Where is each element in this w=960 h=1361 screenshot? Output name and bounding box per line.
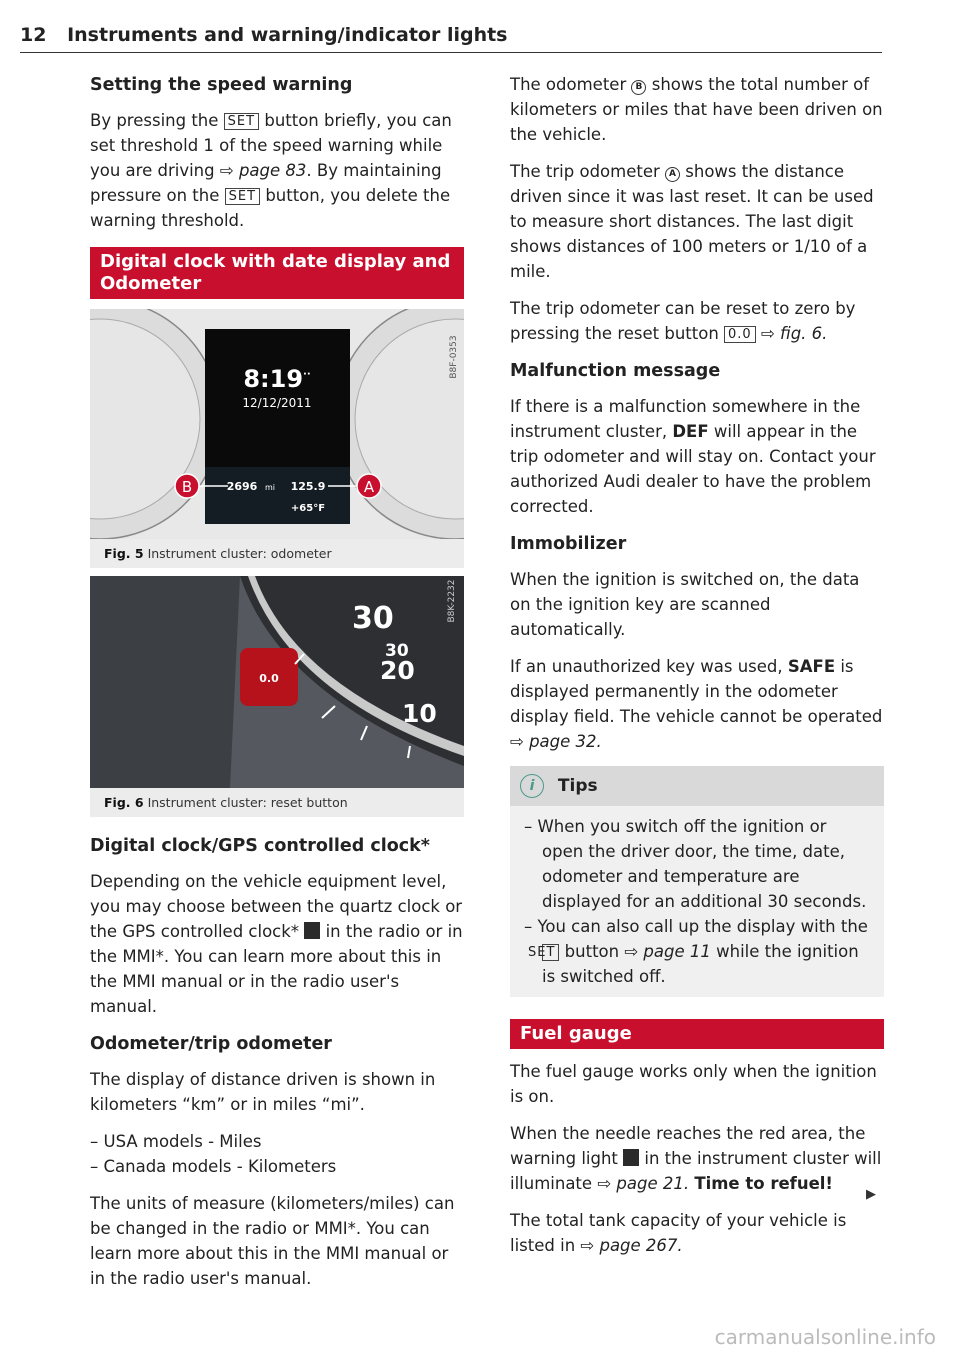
clock-date: 12/12/2011	[242, 396, 312, 410]
odometer-text: The display of distance driven is shown in kilometers “km” or in miles “mi”.	[90, 1070, 436, 1114]
immobilizer-title: Immobilizer	[510, 534, 627, 554]
reset-paragraph	[510, 296, 884, 346]
units-text: The units of measure (kilometers/miles) can be changed in the radio or MMI*. You can learn more about this in the MMI manual or in the radio user's manual.	[90, 1194, 455, 1288]
figure-code: B8K-2232	[447, 579, 457, 623]
tips-list	[510, 806, 884, 989]
text: The trip odometer	[510, 162, 660, 181]
gps-clock-icon	[304, 922, 320, 939]
figure-5	[90, 309, 464, 568]
fuel-warning-icon	[623, 1149, 639, 1166]
text: is displayed permanently in the odometer display field. The vehicle cannot be operated	[510, 657, 883, 726]
odometer-unit: mi	[264, 483, 276, 492]
text: The trip odometer can be reset to zero by pressing the reset button	[510, 299, 856, 343]
clock-suffix: ··	[303, 369, 311, 380]
speed-scale-30-kmh: 30	[385, 641, 409, 661]
section-heading-clock: Digital clock with date display and Odometer	[90, 247, 464, 299]
text: button, you delete the warning threshold.	[90, 186, 451, 230]
trip-value: 125.9	[290, 480, 326, 493]
watermark: carmanualsonline.info	[714, 1325, 936, 1349]
callout-b-label: B	[181, 478, 193, 496]
figure-5-caption	[90, 539, 464, 568]
section-heading-fuel: Fuel gauge	[510, 1019, 884, 1049]
odometer-paragraph	[510, 72, 884, 147]
info-icon: i	[520, 774, 544, 798]
figure-6-caption	[90, 788, 464, 817]
right-column	[510, 72, 884, 1270]
caption-text: Instrument cluster: reset button	[147, 795, 348, 810]
text: will appear in the trip odometer and will stay on. Contact your authorized Audi dealer to have the problem corrected.	[510, 422, 876, 516]
text: Depending on the vehicle equipment level, you may choose between the quartz clock or the GPS controlled clock*	[90, 872, 463, 941]
tips-title: Tips	[557, 776, 598, 796]
text: in the instrument cluster will illuminate	[510, 1149, 882, 1193]
safe-code: SAFE	[787, 657, 836, 676]
list-item: – Canada models - Kilometers	[90, 1157, 337, 1176]
speed-scale-10: 10	[402, 699, 437, 728]
text: in the radio or in the MMI*. You can learn more about this in the MMI manual or in the radio user's manual.	[90, 922, 463, 1016]
page-number: 12	[20, 24, 47, 46]
list-item: – USA models - Miles	[90, 1132, 262, 1151]
tips-header	[510, 766, 884, 806]
instrument-cluster-reset-image	[90, 576, 464, 788]
figure-code: B8F-0353	[449, 335, 459, 379]
text: shows the total number of kilometers or miles that have been driven on the vehicle.	[510, 75, 883, 144]
callout-a-label: A	[363, 478, 375, 496]
text: . By maintaining pressure on the	[90, 161, 442, 205]
text: The total tank capacity of your vehicle is listed in	[510, 1211, 847, 1255]
def-code: DEF	[672, 422, 709, 441]
continue-arrow-icon: ▶	[866, 1187, 876, 1202]
text: If an unauthorized key was used,	[510, 657, 783, 676]
left-column	[90, 72, 464, 1303]
immobilizer-text-1: When the ignition is switched on, the data on the ignition key are scanned automatically.	[510, 570, 860, 639]
set-key: SET	[225, 188, 260, 205]
page-ref-link[interactable]: ⇨ page 83	[219, 161, 307, 180]
odometer-value: 2696	[226, 480, 258, 493]
odometer-title: Odometer/trip odometer	[90, 1034, 332, 1054]
list-item	[524, 914, 870, 989]
instrument-cluster-odometer-image	[90, 309, 464, 539]
page-ref-link[interactable]: ⇨ page 11	[624, 942, 711, 961]
callout-b-ref: B	[631, 80, 646, 95]
caption-text: Instrument cluster: odometer	[147, 546, 332, 561]
clock-text	[90, 869, 464, 1019]
list-item: – When you switch off the ignition or open the driver door, the time, date, odometer and temperature are displayed for an additional 30 seconds.	[524, 817, 867, 911]
text: By pressing the	[90, 111, 219, 130]
reset-button-label: 0.0	[259, 672, 279, 685]
speed-warning-title: Setting the speed warning	[90, 75, 353, 95]
malfunction-title: Malfunction message	[510, 361, 721, 381]
text: button briefly, you can set threshold 1 of the speed warning while you are driving	[90, 111, 452, 180]
fuel-text-1: The fuel gauge works only when the ignition is on.	[510, 1062, 877, 1106]
fuel-text-2	[510, 1121, 884, 1196]
set-key: SET	[542, 944, 559, 961]
clock-title: Digital clock/GPS controlled clock*	[90, 836, 430, 856]
immobilizer-text-2	[510, 654, 884, 754]
reset-key: 0.0	[724, 326, 756, 343]
text: button	[564, 942, 620, 961]
set-key: SET	[224, 113, 259, 130]
text: If there is a malfunction somewhere in the instrument cluster,	[510, 397, 861, 441]
clock-time: 8:19	[243, 365, 304, 393]
page-ref-link[interactable]: ⇨ page 21.	[597, 1174, 690, 1193]
tips-box	[510, 766, 884, 997]
callout-a-ref: A	[665, 167, 680, 182]
text: while the ignition is switched off.	[542, 942, 859, 986]
page-ref-link[interactable]: ⇨ page 32.	[510, 732, 602, 751]
page-title: Instruments and warning/indicator lights	[67, 24, 508, 46]
text: When the needle reaches the red area, the warning light	[510, 1124, 866, 1168]
page-header	[20, 24, 882, 53]
fig-ref-link[interactable]: ⇨ fig. 6.	[760, 324, 828, 343]
text: The odometer	[510, 75, 627, 94]
fuel-text-3	[510, 1208, 884, 1258]
figure-6	[90, 576, 464, 817]
refuel-warning: Time to refuel!	[694, 1174, 833, 1193]
speed-scale-30: 30	[352, 601, 394, 636]
speed-scale-20: 20	[380, 656, 415, 685]
trip-paragraph	[510, 159, 884, 284]
odometer-list	[90, 1129, 464, 1179]
caption-number: Fig. 5	[104, 546, 144, 561]
temperature: +65°F	[290, 503, 326, 514]
speed-warning-text	[90, 108, 464, 233]
caption-number: Fig. 6	[104, 795, 144, 810]
svg-text:8:19··	[243, 365, 310, 393]
text: – You can also call up the display with the	[524, 917, 868, 936]
malfunction-text	[510, 394, 884, 519]
page-ref-link[interactable]: ⇨ page 267.	[580, 1236, 683, 1255]
text: shows the distance driven since it was last reset. It can be used to measure short distances. The last digit shows distances of 100 meters or 1/10 of a mile.	[510, 162, 874, 281]
